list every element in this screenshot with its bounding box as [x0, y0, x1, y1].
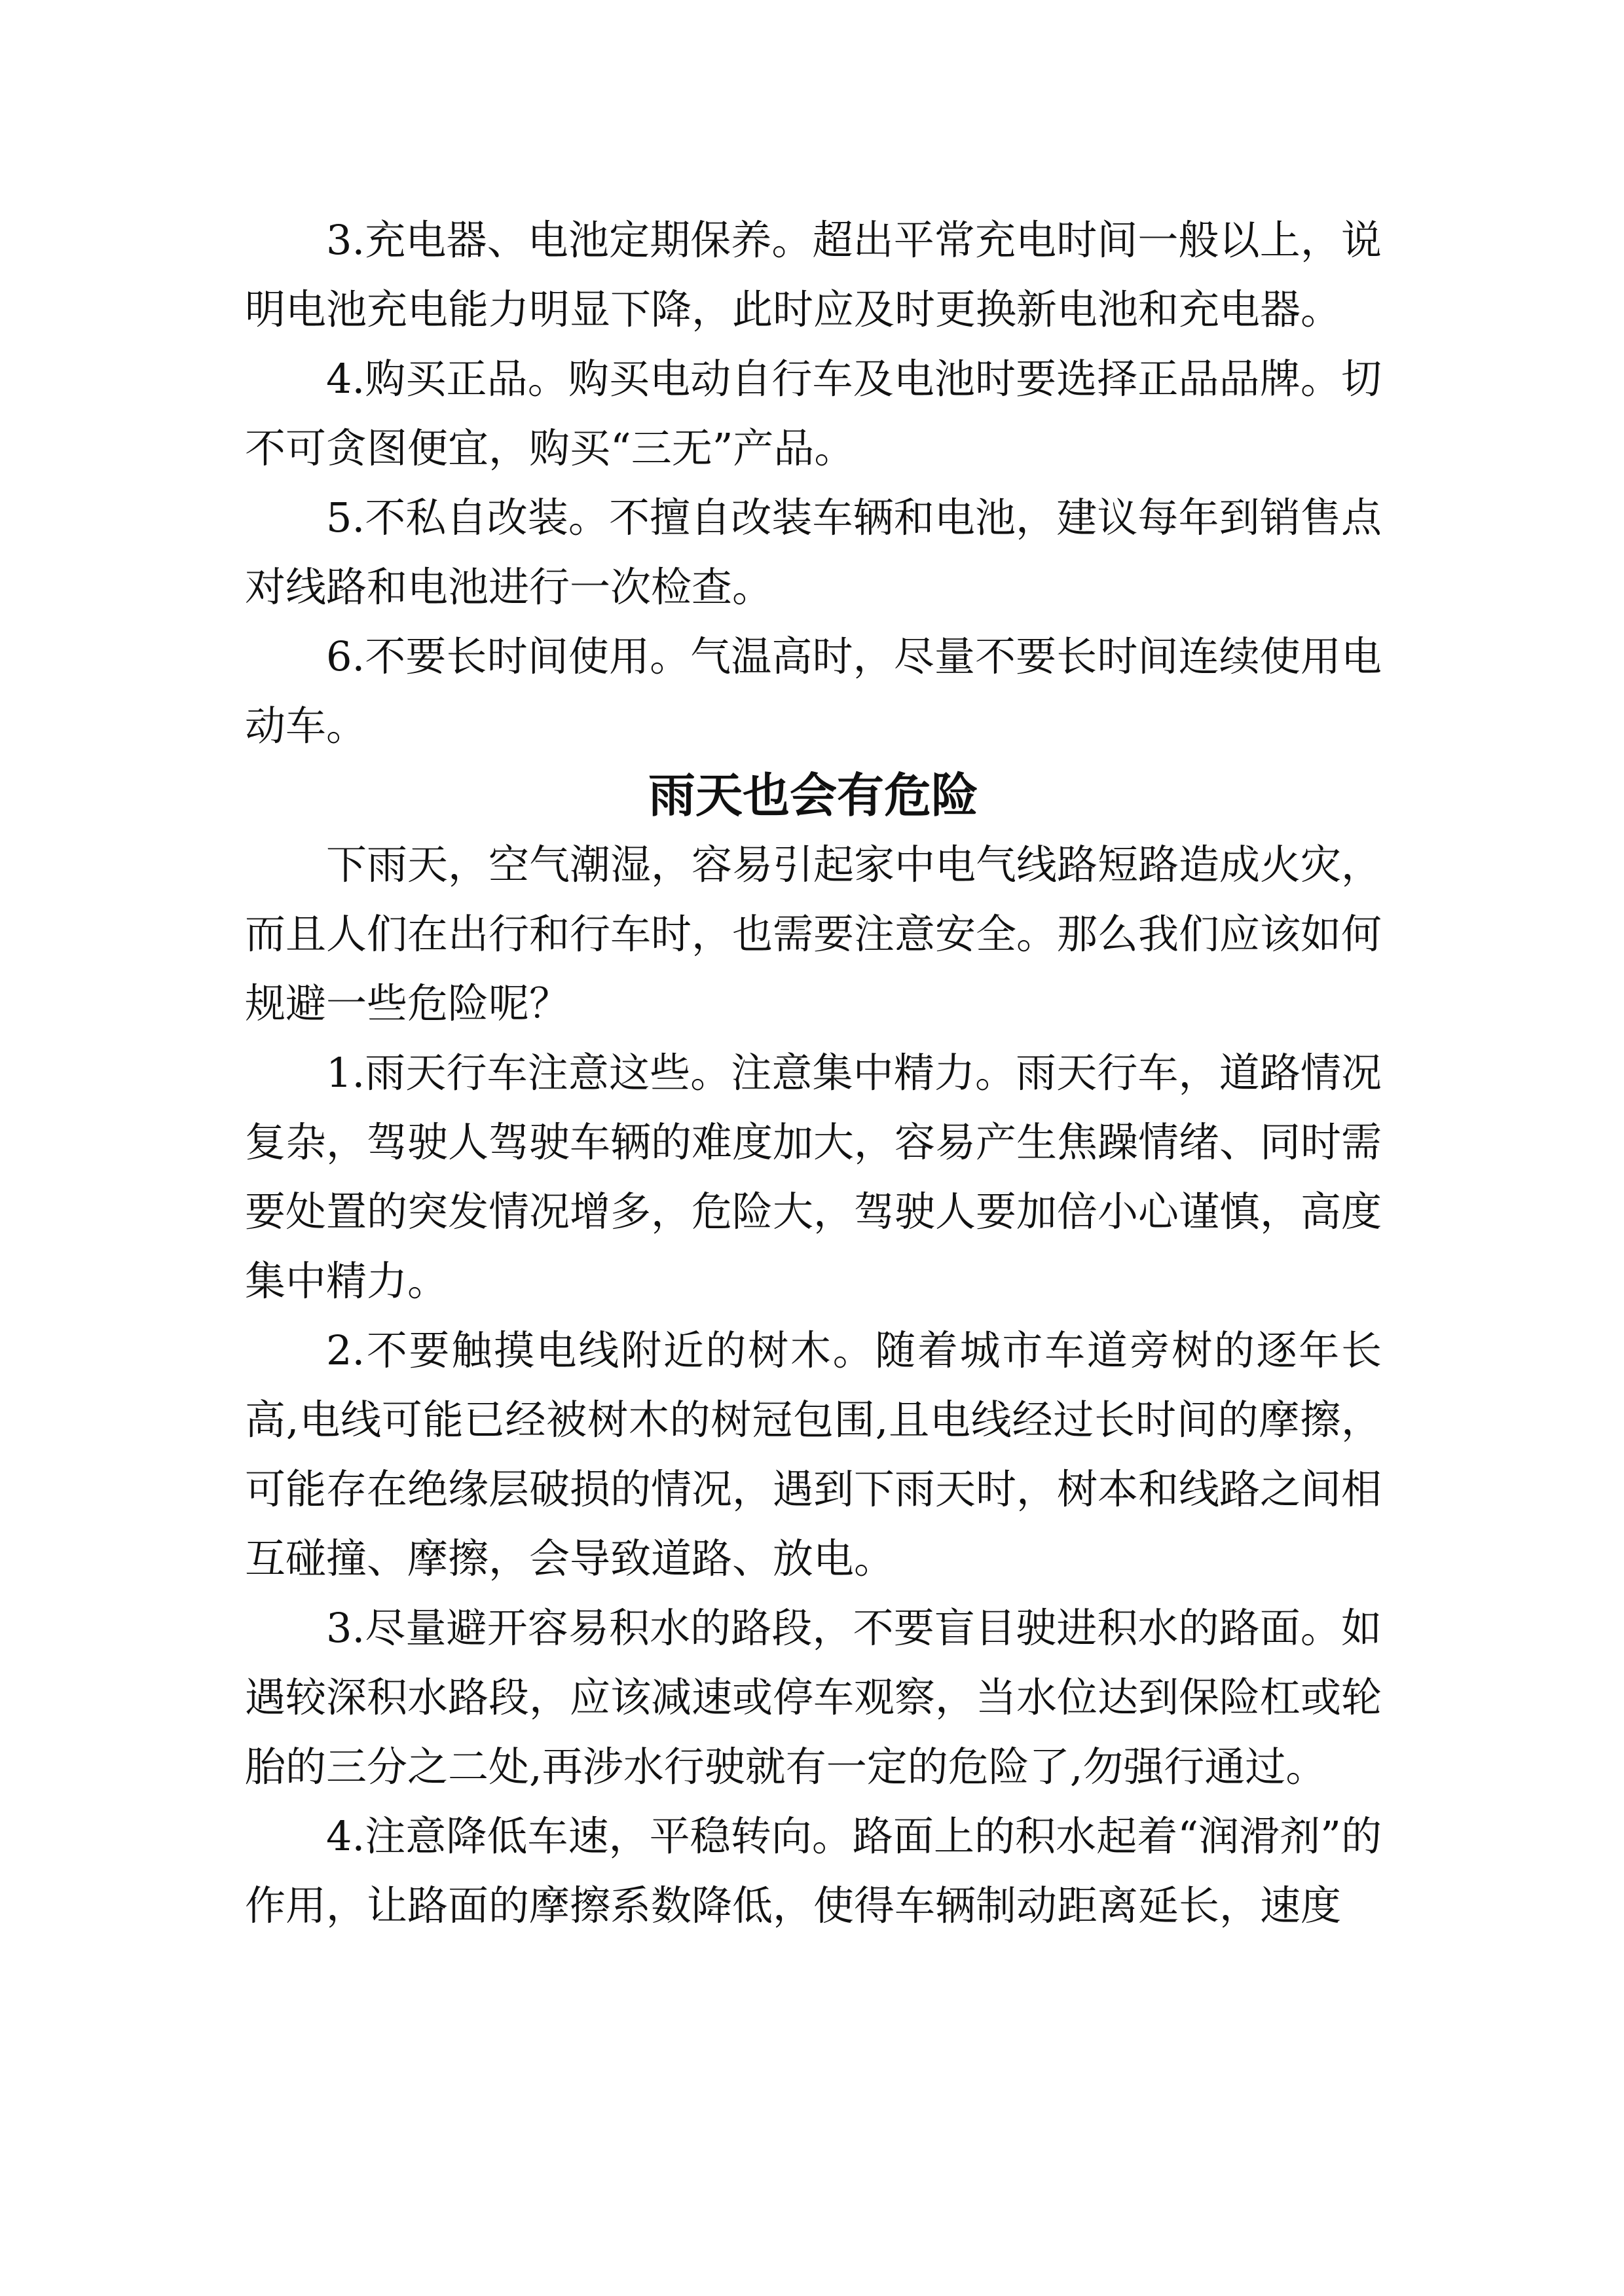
paragraph-no-modification: 5.不私自改装。不擅自改装车辆和电池，建议每年到销售点对线路和电池进行一次检查。 [245, 494, 1382, 611]
paragraph-avoid-trees: 2.不要触摸电线附近的树木。随着城市车道旁树的逐年长高,电线可能已经被树木的树冠包围,且电线经过长时间的摩擦，可能存在绝缘层破损的情况，遇到下雨天时，树本和线路之间相互碰撞、摩擦，会导致道路、放电。 [245, 1326, 1382, 1582]
paragraph-slow-down: 4.注意降低车速，平稳转向。路面上的积水起着“润滑剂”的作用，让路面的摩擦系数降低，使得车辆制动距离延长，速度 [245, 1812, 1382, 1929]
paragraph-rain-driving: 1.雨天行车注意这些。注意集中精力。雨天行车，道路情况复杂，驾驶人驾驶车辆的难度加大，容易产生焦躁情绪、同时需要处置的突发情况增多，危险大，驾驶人要加倍小心谨慎，高度集中精力。 [245, 1049, 1382, 1305]
paragraph-buy-genuine: 4.购买正品。购买电动自行车及电池时要选择正品品牌。切不可贪图便宜，购买“三无”产品。 [245, 355, 1382, 472]
paragraph-no-long-use: 6.不要长时间使用。气温高时，尽量不要长时间连续使用电动车。 [245, 632, 1382, 750]
paragraph-avoid-water: 3.尽量避开容易积水的路段，不要盲目驶进积水的路面。如遇较深积水路段，应该减速或停车观察，当水位达到保险杠或轮胎的三分之二处,再涉水行驶就有一定的危险了,勿强行通过。 [245, 1604, 1382, 1791]
paragraph-charger-maintenance: 3.充电器、电池定期保养。超出平常充电时间一般以上，说明电池充电能力明显下降，此时应及时更换新电池和充电器。 [245, 216, 1382, 333]
document-body [245, 206, 1382, 1941]
paragraph-rain-intro: 下雨天，空气潮湿，容易引起家中电气线路短路造成火灾，而且人们在出行和行车时，也需要注意安全。那么我们应该如何规避一些危险呢？ [245, 841, 1382, 1027]
section-title: 雨天也会有危险 [648, 768, 978, 823]
